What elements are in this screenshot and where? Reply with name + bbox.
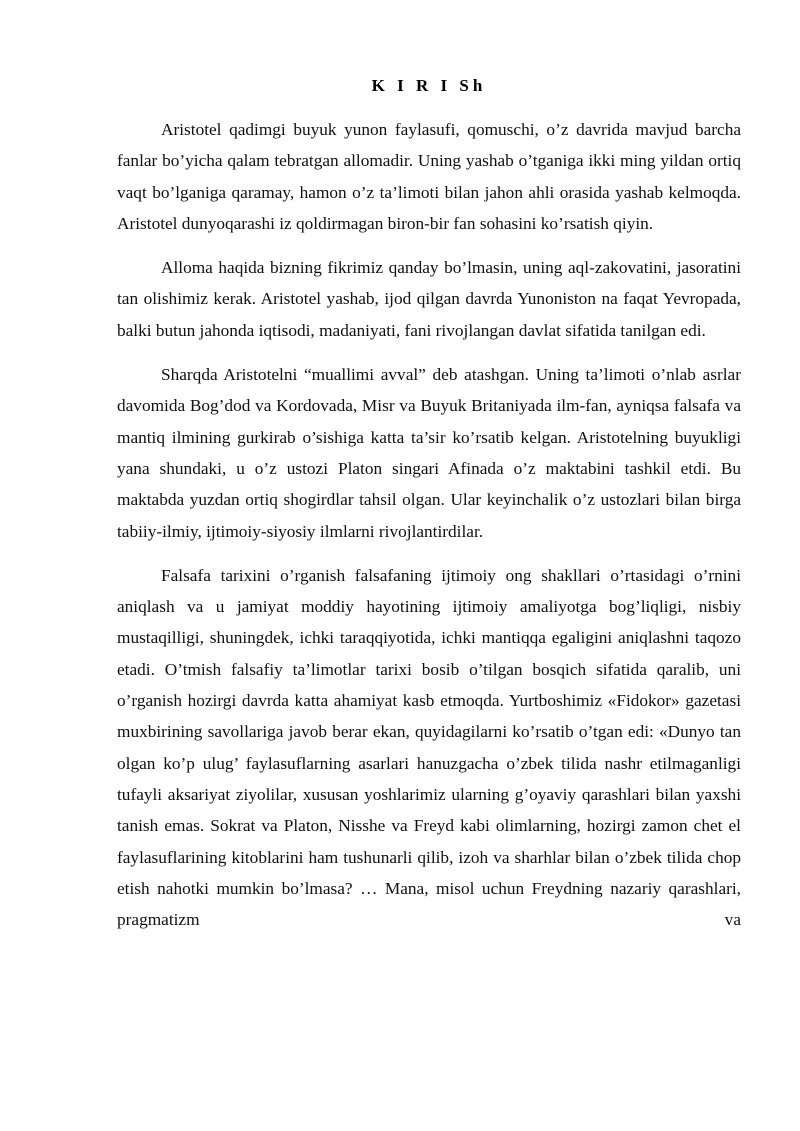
paragraph-1: Aristotel qadimgi buyuk yunon faylasufi, qomuschi, o’z davrida mavjud barcha fanlar bo’yicha qalam tebratgan allomadir. Uning yashab o’tganiga ikki ming yildan ortiq vaqt bo’lganiga qaramay, hamon o’z ta’limoti bilan jahon ahli orasida yashab kelmoqda. Aristotel dunyoqarashi iz qoldirmagan biron-bir fan sohasini ko’rsatish qiyin. [117, 120, 741, 233]
paragraph-3: Sharqda Aristotelni “muallimi avval” deb atashgan. Uning ta’limoti o’nlab asrlar davomida Bog’dod va Kordovada, Misr va Buyuk Britaniyada ilm-fan, ayniqsa falsafa va mantiq ilmining gurkirab o’sishiga katta ta’sir ko’rsatib kelgan. Aristotelning buyukligi yana shundaki, u o’z ustozi Platon singari Afinada o’z maktabini tashkil etdi. Bu maktabda yuzdan ortiq shogirdlar tahsil olgan. Ular keyinchalik o’z ustozlari bilan birga tabiiy-ilmiy, ijtimoiy-siyosiy ilmlarni rivojlantirdilar. [117, 365, 741, 541]
document-body [117, 114, 741, 948]
paragraph-2: Alloma haqida bizning fikrimiz qanday bo’lmasin, uning aql-zakovatini, jasoratini tan olishimiz kerak. Aristotel yashab, ijod qilgan davrda Yunoniston na faqat Yevropada, balki butun jahonda iqtisodi, madaniyati, fani rivojlangan davlat sifatida tanilgan edi. [117, 258, 741, 340]
paragraph-4: Falsafa tarixini o’rganish falsafaning ijtimoiy ong shakllari o’rtasidagi o’rnini aniqlash va u jamiyat moddiy hayotining ijtimoiy amaliyotga bog’liqligi, nisbiy mustaqilligi, shuningdek, ichki taraqqiyotida, ichki mantiqqa egaligini aniqlashni taqozo etadi. O’tmish falsafiy ta’limotlar tarixi bosib o’tilgan bosqich sifatida qaralib, uni o’rganish hozirgi davrda katta ahamiyat kasb etmoqda. Yurtboshimiz «Fidokor» gazetasi muxbirining savollariga javob berar ekan, quyidagilarni ko’rsatib o’tgan edi: «Dunyo tan olgan ko’p ulug’ faylasuflarning asarlari hanuzgacha o’zbek tilida nashr etilmaganligi tufayli aksariyat ziyolilar, xususan yoshlarimiz ularning g’oyaviy qarashlari bilan yaxshi tanish emas. Sokrat va Platon, Nisshe va Freyd kabi olimlarning, hozirgi zamon chet el faylasuflarining kitoblarini ham tushunarli qilib, izoh va sharhlar bilan o’zbek tilida chop etish nahotki mumkin bo’lmasa? … Mana, misol uchun Freydning nazariy qarashlari, pragmatizm va [117, 565, 741, 930]
page-title: K I R I Sh [371, 76, 487, 95]
